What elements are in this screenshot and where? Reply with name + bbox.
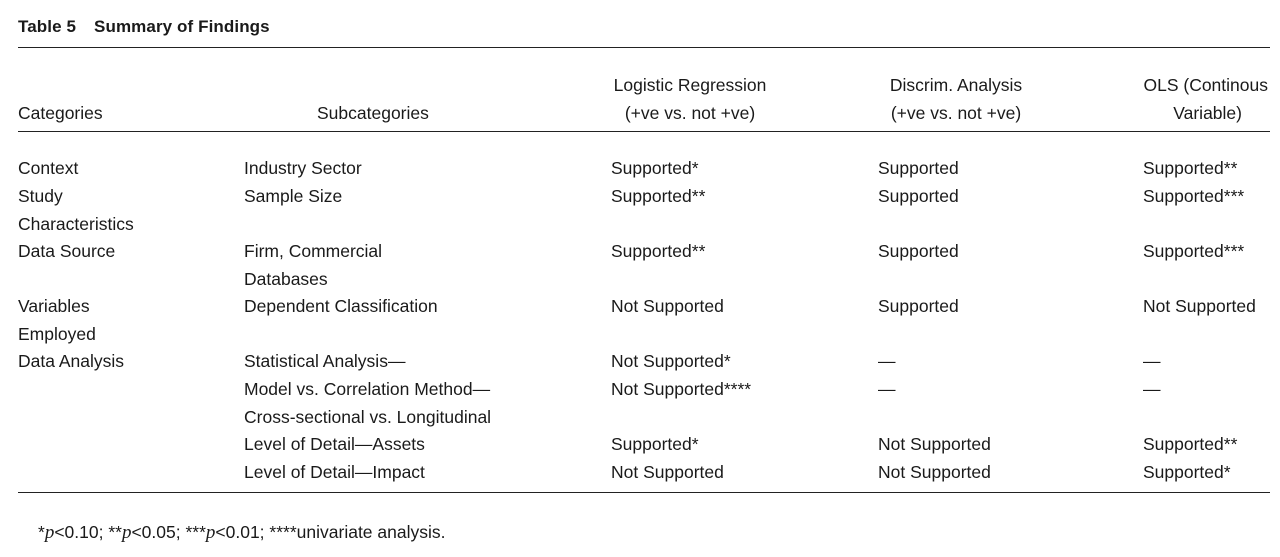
row-5-ols: —: [1143, 379, 1161, 399]
row-0-logistic: Supported*: [611, 158, 699, 178]
row-1-subcategory: Sample Size: [244, 186, 343, 206]
table-footnote: *p<0.10; **p<0.05; ***p<0.01; ****univariate analysis.: [38, 522, 446, 543]
row-1-logistic: Supported**: [611, 186, 706, 206]
table-number: Table 5: [18, 17, 77, 36]
row-0-category: Context: [18, 158, 79, 178]
header-ols-line1: OLS (Continous: [1143, 75, 1268, 95]
row-1-discrim: Supported: [878, 186, 959, 206]
table-title-text: Summary of Findings: [94, 17, 270, 36]
header-logistic-line1: Logistic Regression: [613, 75, 767, 95]
header-subcategories: Subcategories: [317, 103, 429, 123]
row-0-subcategory: Industry Sector: [244, 158, 362, 178]
row-4-logistic: Not Supported*: [611, 351, 731, 371]
row-7-discrim: Not Supported: [878, 462, 991, 482]
row-7-subcategory: Level of Detail—Impact: [244, 462, 425, 482]
row-5-logistic: Not Supported****: [611, 379, 752, 399]
row-0-discrim: Supported: [878, 158, 959, 178]
header-discrim-line2: (+ve vs. not +ve): [890, 103, 1022, 123]
row-4-discrim: —: [878, 351, 896, 371]
row-1-category: Study Characteristics: [18, 186, 134, 234]
header-discrim-line1: Discrim. Analysis: [889, 75, 1023, 95]
row-3-ols: Not Supported: [1143, 296, 1256, 316]
row-2-category: Data Source: [18, 241, 116, 261]
header-ols-line2: Variable): [1173, 103, 1242, 123]
row-2-ols: Supported***: [1143, 241, 1245, 261]
bottom-rule: [18, 492, 1270, 493]
row-7-ols: Supported*: [1143, 462, 1231, 482]
row-5-discrim: —: [878, 379, 896, 399]
row-4-category: Data Analysis: [18, 351, 125, 371]
header-categories: Categories: [18, 103, 103, 123]
row-1-ols: Supported***: [1143, 186, 1245, 206]
header-discrim: [866, 71, 1046, 127]
row-3-discrim: Supported: [878, 296, 959, 316]
row-2-subcategory: Firm, Commercial Databases: [244, 241, 383, 289]
row-3-logistic: Not Supported: [611, 296, 724, 316]
row-6-ols: Supported**: [1143, 434, 1238, 454]
row-4-subcategory: Statistical Analysis—: [244, 351, 406, 371]
row-0-ols: Supported**: [1143, 158, 1238, 178]
row-2-discrim: Supported: [878, 241, 959, 261]
row-4-ols: —: [1143, 351, 1161, 371]
header-rule: [18, 131, 1270, 132]
row-5-subcategory: Model vs. Correlation Method— Cross-sectional vs. Longitudinal: [244, 379, 492, 427]
header-logistic: [600, 71, 780, 127]
top-rule: [18, 47, 1270, 48]
row-2-logistic: Supported**: [611, 241, 706, 261]
row-6-discrim: Not Supported: [878, 434, 991, 454]
header-ols: [1140, 71, 1268, 127]
row-3-category: Variables Employed: [18, 296, 96, 344]
row-6-logistic: Supported*: [611, 434, 699, 454]
table-title: [18, 17, 270, 37]
row-6-subcategory: Level of Detail—Assets: [244, 434, 425, 454]
header-logistic-line2: (+ve vs. not +ve): [624, 103, 756, 123]
row-7-logistic: Not Supported: [611, 462, 724, 482]
row-3-subcategory: Dependent Classification: [244, 296, 438, 316]
